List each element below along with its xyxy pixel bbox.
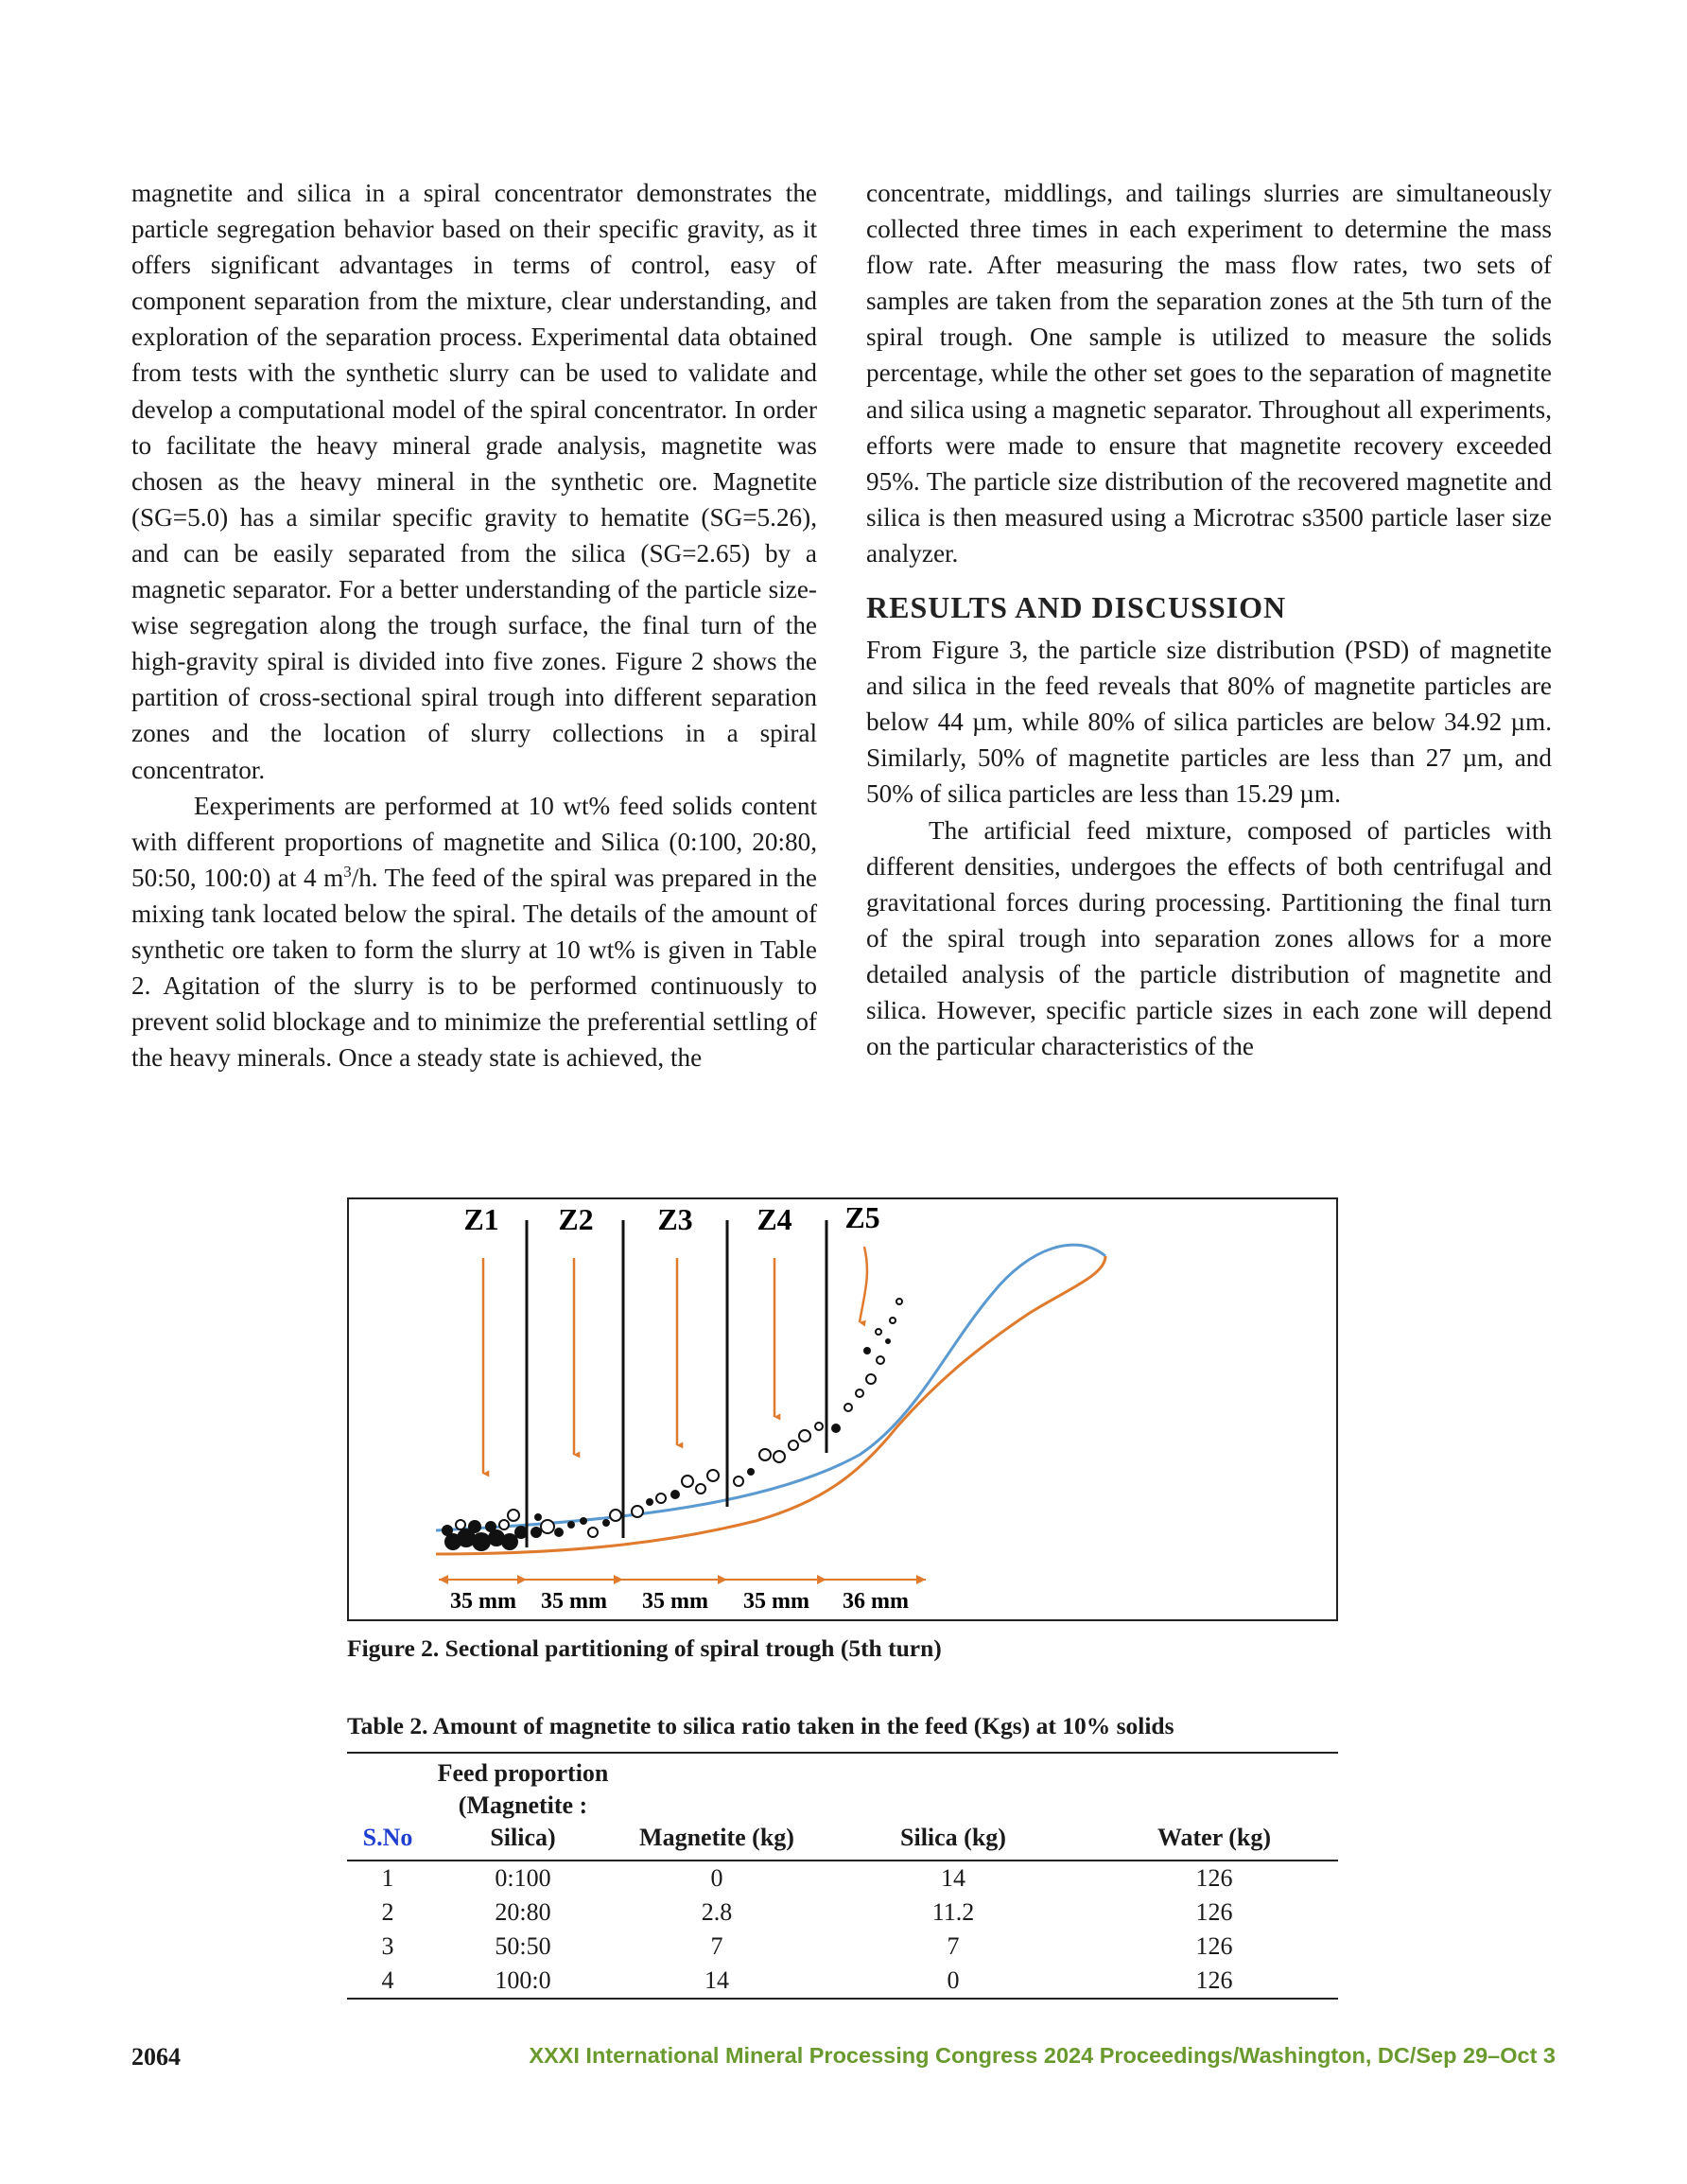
cell-sno: 3 (381, 1932, 394, 1960)
section-heading: RESULTS AND DISCUSSION (866, 590, 1287, 625)
left-paragraph-2-part-b: /h. The feed of the spiral was prepared in the mixing tank located below the spiral. The details of the amount of synthetic ore taken to form the slurry at 10 wt% is given in Table 2. Agitation of the slurry is to be performed continuously to prevent solid blockage and to minimize the preferential settling of the heavy minerals. Once a steady state is achieved, the (131, 863, 817, 1073)
right-column (866, 175, 1552, 1064)
header-magnetite: Magnetite (kg) (617, 1753, 816, 1861)
right-paragraph-1: concentrate, middlings, and tailings slurries are simultaneously collected three times in each experiment to determine the mass flow rate. After measuring the mass flow rates, two sets of samples are taken from the separation zones at the 5th turn of the spiral trough. One sample is utilized to measure the solids percentage, while the other set goes to the separation of magnetite and silica using a magnetic separator. Throughout all experiments, efforts were made to ensure that magnetite recovery exceeded 95%. The particle size distribution of the recovered magnetite and silica is then measured using a Microtrac s3500 particle laser size analyzer. (866, 179, 1552, 568)
page-number: 2064 (131, 2043, 181, 2070)
cell-magnetite: 14 (617, 1964, 816, 1999)
feed-proportion-table (347, 1752, 1338, 2000)
cell-silica: 0 (816, 1964, 1090, 1999)
right-paragraph-3: The artificial feed mixture, composed of particles with different densities, undergoes the effects of both centrifugal and gravitational forces during processing. Partitioning the final turn of the spiral trough into separation zones allows for a more detailed analysis of the particle distribution of magnetite and silica. However, specific particle sizes in each zone will depend on the particular characteristics of the (866, 815, 1552, 1061)
figure-caption: Figure 2. Sectional partitioning of spiral trough (5th turn) (347, 1634, 942, 1662)
cell-water: 126 (1090, 1964, 1338, 1999)
cell-water: 126 (1195, 1864, 1233, 1892)
header-feed-line-2: (Magnetite : Silica) (458, 1791, 588, 1851)
header-feed-proportion (428, 1753, 617, 1861)
table-header-row (347, 1753, 1338, 1861)
cell-feed: 100:0 (428, 1964, 617, 1999)
width-label-2: 35 mm (541, 1589, 607, 1614)
cell-water: 126 (1195, 1932, 1233, 1960)
cell-magnetite: 0 (710, 1864, 723, 1892)
cell-sno: 1 (381, 1864, 394, 1892)
zone-label-z2: Z2 (558, 1202, 594, 1236)
header-sno: S.No (347, 1753, 428, 1861)
cell-magnetite: 2.8 (701, 1898, 733, 1926)
trough-diagram (349, 1199, 1336, 1619)
cell-sno: 4 (347, 1964, 428, 1999)
table-row (347, 1861, 1338, 1896)
cell-feed: 50:50 (495, 1932, 551, 1960)
header-feed-line-1: Feed proportion (437, 1759, 609, 1787)
particles (442, 1299, 902, 1551)
left-column (131, 175, 817, 1075)
left-paragraph-2 (131, 788, 817, 1076)
header-water: Water (kg) (1090, 1753, 1338, 1861)
width-arrows (439, 1575, 926, 1584)
cell-magnetite: 7 (710, 1932, 723, 1960)
cell-silica: 14 (941, 1864, 965, 1892)
collection-arrow-z5 (860, 1247, 867, 1322)
figure-2-spiral-trough (347, 1197, 1338, 1621)
width-label-3: 35 mm (642, 1589, 708, 1614)
cell-silica: 11.2 (931, 1898, 975, 1926)
cell-feed: 0:100 (495, 1864, 551, 1892)
cell-feed: 20:80 (495, 1898, 551, 1926)
superscript-3: 3 (343, 862, 352, 881)
table-row (347, 1930, 1338, 1964)
trough-top-curve (436, 1245, 1105, 1530)
trough-bottom-curve (436, 1256, 1105, 1554)
right-paragraph-2: From Figure 3, the particle size distribution (PSD) of magnetite and silica in the feed reveals that 80% of magnetite particles are below 44 µm, while 80% of silica particles are below 34.92 µm. Similarly, 50% of magnetite particles are less than 27 µm, and 50% of silica particles are less than 15.29 µm. (866, 636, 1552, 809)
zone-label-z4: Z4 (757, 1202, 792, 1236)
table-row (347, 1896, 1338, 1930)
cell-sno: 2 (381, 1898, 394, 1926)
zone-label-z5: Z5 (844, 1200, 880, 1234)
header-silica: Silica (kg) (816, 1753, 1090, 1861)
table-row (347, 1964, 1338, 1999)
table-caption: Table 2. Amount of magnetite to silica ratio taken in the feed (Kgs) at 10% solids (347, 1712, 1174, 1739)
cell-water: 126 (1195, 1898, 1233, 1926)
width-label-5: 36 mm (843, 1589, 909, 1614)
width-label-4: 35 mm (743, 1589, 809, 1614)
left-paragraph-2-part-a: Eexperiments are performed at 10 wt% feed solids content with different proportions of magnetite and Silica (0:100, 20:80, 50:50, 100:0) at 4 m (131, 791, 817, 892)
zone-label-z1: Z1 (463, 1202, 499, 1236)
left-paragraph-1: magnetite and silica in a spiral concentrator demonstrates the particle segregation behavior based on their specific gravity, as it offers significant advantages in terms of control, easy of component separation from the mixture, clear understanding, and exploration of the separation process. Experimental data obtained from tests with the synthetic slurry can be used to validate and develop a computational model of the spiral concentrator. In order to facilitate the heavy mineral grade analysis, magnetite was chosen as the heavy mineral in the synthetic ore. Magnetite (SG=5.0) has a similar specific gravity to hematite (SG=5.26), and can be easily separated from the silica (SG=2.65) by a magnetic separator. For a better understanding of the particle size-wise segregation along the trough surface, the final turn of the high-gravity spiral is divided into five zones. Figure 2 shows the partition of cross-sectional spiral trough into different separation zones and the location of slurry collections in a spiral concentrator. (131, 179, 817, 784)
footer-conference-text: XXXI International Mineral Processing Congress 2024 Proceedings/Washington, DC/Sep 29–Oct 3 (529, 2043, 1556, 2068)
cell-silica: 7 (947, 1932, 960, 1960)
width-label-1: 35 mm (450, 1589, 516, 1614)
zone-label-z3: Z3 (657, 1202, 693, 1236)
